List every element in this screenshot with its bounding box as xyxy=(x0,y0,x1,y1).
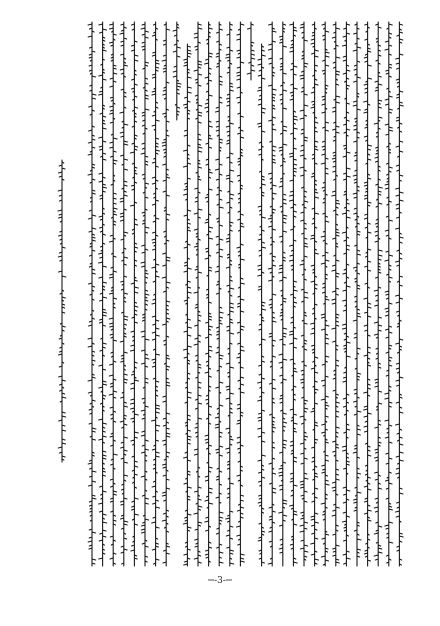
text-column xyxy=(332,22,340,566)
text-column xyxy=(173,22,181,120)
text-column xyxy=(152,22,160,566)
text-column xyxy=(374,22,382,566)
text-column xyxy=(321,22,329,566)
text-column xyxy=(226,22,234,566)
text-column xyxy=(353,22,361,566)
text-column xyxy=(215,22,223,566)
text-column xyxy=(385,22,393,566)
text-column xyxy=(311,22,319,566)
page-number: -3- xyxy=(214,576,226,586)
text-column xyxy=(99,22,107,566)
text-column xyxy=(162,22,170,566)
text-column xyxy=(396,22,404,566)
text-column xyxy=(290,22,298,566)
text-column xyxy=(279,22,287,566)
text-column xyxy=(268,22,276,566)
text-column xyxy=(120,22,128,566)
text-column xyxy=(258,44,266,566)
text-column xyxy=(130,22,138,566)
text-column xyxy=(88,22,96,566)
text-column xyxy=(237,22,245,566)
text-column xyxy=(183,44,191,566)
text-column xyxy=(342,22,350,566)
header-column xyxy=(58,160,66,462)
text-column xyxy=(300,22,308,566)
text-column xyxy=(141,22,149,566)
text-column xyxy=(205,22,213,566)
text-column xyxy=(364,22,372,566)
text-column xyxy=(109,22,117,566)
text-column xyxy=(247,22,255,80)
text-column xyxy=(194,22,202,566)
